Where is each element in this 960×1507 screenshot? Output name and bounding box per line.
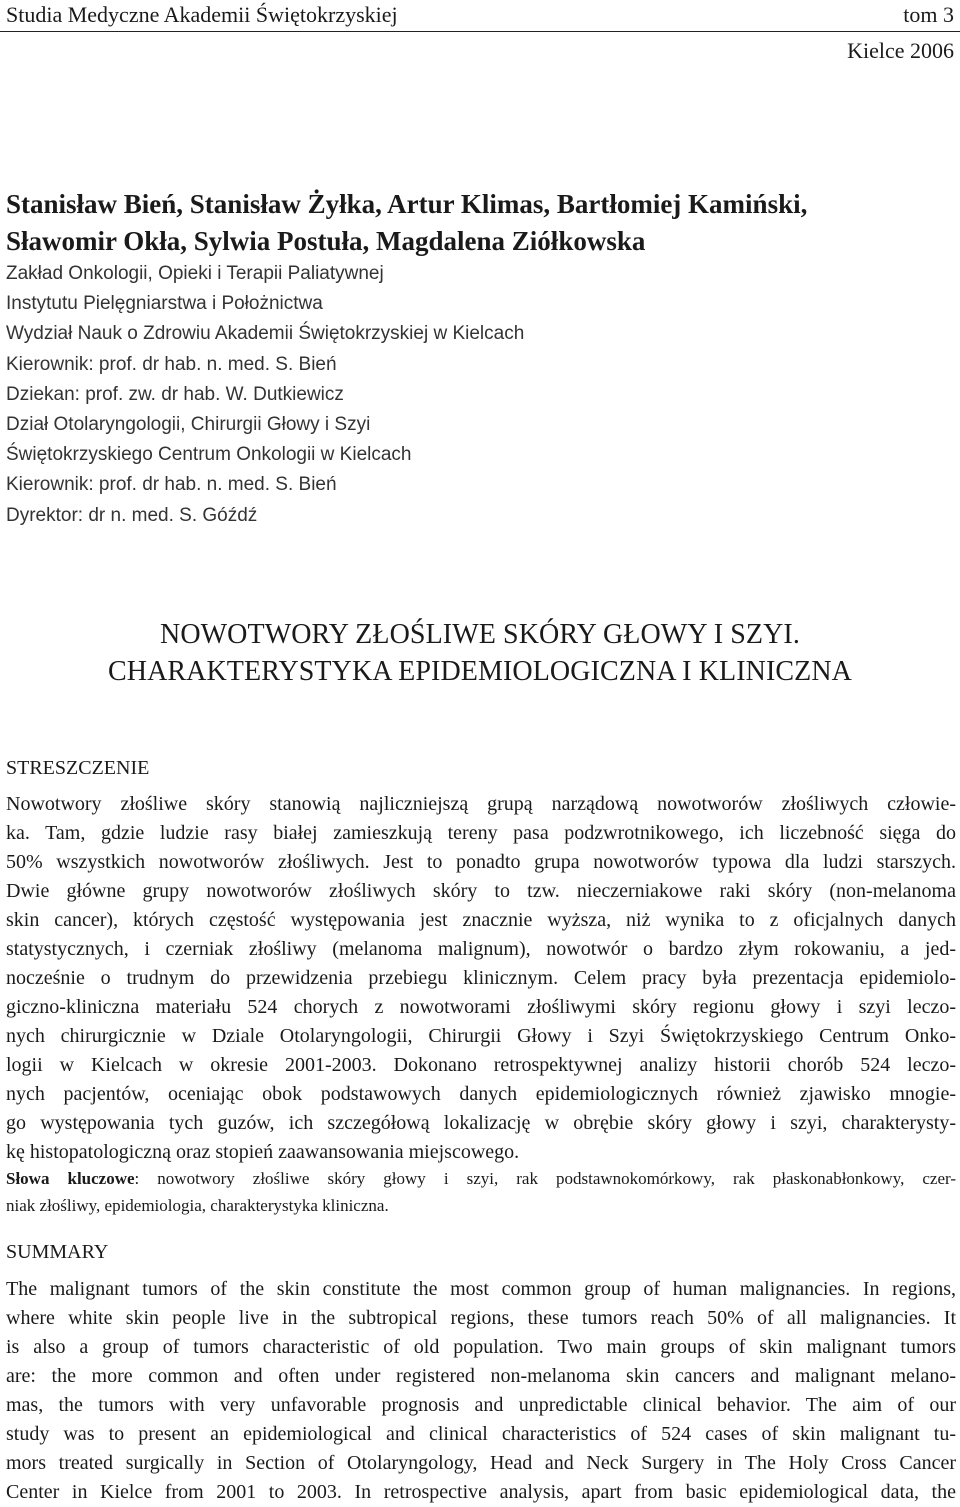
text-line: Nowotwory złośliwe skóry stanowią najliczniejszą grupą narządową nowotworów złośliwych człowie-	[6, 793, 956, 815]
text-line: statystycznych, i czerniak złośliwy (melanoma malignum), nowotwór o bardzo złym rokowaniu, a jed-	[6, 938, 956, 960]
keywords-line	[6, 1165, 956, 1192]
keywords-label: Słowa kluczowe	[6, 1169, 135, 1188]
text-line: study was to present an epidemiological and clinical characteristics of 524 cases of skin malignant tu-	[6, 1423, 956, 1445]
author-line: Stanisław Bień, Stanisław Żyłka, Artur Klimas, Bartłomiej Kamiński,	[6, 189, 808, 219]
affiliation-line: Zakład Onkologii, Opieki i Terapii Paliatywnej	[6, 263, 384, 284]
text-line: skin cancer), których częstość występowania jest znacznie wyższa, niż wynika to z oficjalnych danych	[6, 909, 956, 931]
text-line: Dwie główne grupy nowotworów złośliwych skóry to tzw. nieczerniakowe raki skóry (non-melanoma	[6, 880, 956, 902]
paper-title	[0, 616, 960, 690]
affiliation-line: Świętokrzyskiego Centrum Onkologii w Kielcach	[6, 444, 412, 466]
text-line: nych pacjentów, oceniając obok podstawowych danych epidemiologicznych również zjawisko mnogie-	[6, 1083, 956, 1105]
keywords-text: : nowotwory złośliwe skóry głowy i szyi, rak podstawnokomórkowy, rak płaskonabłonkowy, czer-	[134, 1169, 956, 1188]
text-line: is also a group of tumors characteristic of old population. Two main groups of skin malignant tumors	[6, 1336, 956, 1358]
text-line: ka. Tam, gdzie ludzie rasy białej zamieszkują tereny pasa podzwrotnikowego, ich liczebność sięga do	[6, 822, 956, 844]
affiliation-line: Kierownik: prof. dr hab. n. med. S. Bień	[6, 353, 337, 375]
affiliation-line: Kierownik: prof. dr hab. n. med. S. Bień	[6, 474, 337, 496]
streszczenie-heading: STRESZCZENIE	[6, 757, 150, 779]
text-line: go występowania tych guzów, ich szczegółową lokalizację w obrębie skóry głowy i szyi, charakterysty-	[6, 1112, 956, 1134]
author-line: Sławomir Okła, Sylwia Postuła, Magdalena Ziółkowska	[6, 226, 646, 256]
affiliation-line: Dział Otolaryngologii, Chirurgii Głowy i Szyi	[6, 414, 371, 436]
volume-label: tom 3	[903, 2, 954, 27]
journal-name: Studia Medyczne Akademii Świętokrzyskiej	[6, 2, 398, 27]
text-line: mas, the tumors with very unfavorable prognosis and unpredictable clinical behavior. The aim of our	[6, 1394, 956, 1416]
keywords	[6, 1165, 956, 1219]
affiliation-line: Instytutu Pielęgniarstwa i Położnictwa	[6, 293, 323, 315]
keywords-line: niak złośliwy, epidemiologia, charakterystyka kliniczna.	[6, 1196, 389, 1215]
text-line: nocześnie o trudnym do przewidzenia przebiegu klinicznym. Celem pracy była prezentacja epidemiolo-	[6, 967, 956, 989]
text-line: where white skin people live in the subtropical regions, these tumors reach 50% of all malignancies. It	[6, 1307, 956, 1329]
title-line: NOWOTWORY ZŁOŚLIWE SKÓRY GŁOWY I SZYI.	[160, 619, 800, 650]
place-year: Kielce 2006	[847, 38, 954, 63]
affiliation-line: Dyrektor: dr n. med. S. Góźdź	[6, 504, 258, 526]
text-line: logii w Kielcach w okresie 2001-2003. Dokonano retrospektywnej analizy historii chorób 524 leczo-	[6, 1054, 956, 1076]
affiliation-line: Wydział Nauk o Zdrowiu Akademii Świętokrzyskiej w Kielcach	[6, 323, 525, 345]
affiliations	[6, 259, 524, 531]
author-list	[6, 186, 956, 260]
text-line: giczno-kliniczna materiału 524 chorych z nowotworami złośliwymi skóry regionu głowy i szyi leczo-	[6, 996, 956, 1018]
header-divider	[0, 31, 960, 32]
text-line: mors treated surgically in Section of Otolaryngology, Head and Neck Surgery in The Holy Cross Cancer	[6, 1452, 956, 1474]
text-line: kę histopatologiczną oraz stopień zaawansowania miejscowego.	[6, 1141, 520, 1163]
text-line: are: the more common and often under registered non-melanoma skin cancers and malignant melano-	[6, 1365, 956, 1387]
text-line: nych chirurgicznie w Dziale Otolaryngologii, Chirurgii Głowy i Szyi Świętokrzyskiego Centrum Onko-	[6, 1025, 956, 1047]
title-line: CHARAKTERYSTYKA EPIDEMIOLOGICZNA I KLINICZNA	[107, 656, 853, 687]
streszczenie-body	[6, 790, 956, 1167]
text-line: The malignant tumors of the skin constitute the most common group of human malignancies. In regions,	[6, 1278, 956, 1300]
affiliation-line: Dziekan: prof. zw. dr hab. W. Dutkiewicz	[6, 383, 344, 405]
summary-body	[6, 1275, 956, 1507]
summary-heading: SUMMARY	[6, 1241, 109, 1263]
text-line: 50% wszystkich nowotworów złośliwych. Jest to ponadto grupa nowotworów typowa dla ludzi starszych.	[6, 851, 956, 873]
text-line: Center in Kielce from 2001 to 2003. In retrospective analysis, apart from basic epidemiological data, the	[6, 1481, 956, 1503]
